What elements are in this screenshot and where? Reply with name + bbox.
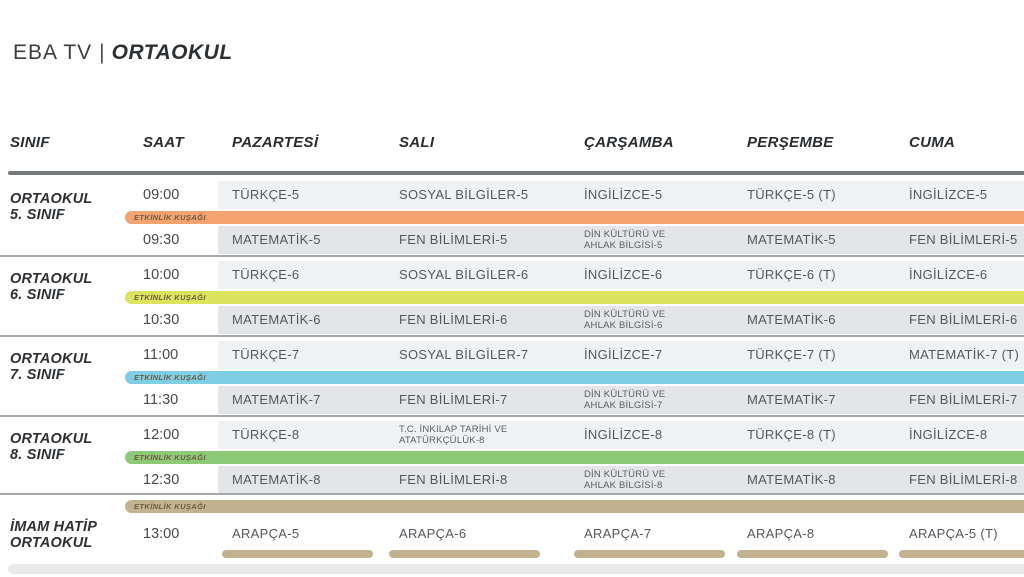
class-label: ORTAOKUL 7. SINIF (10, 351, 93, 383)
schedule-row (130, 386, 1024, 414)
class-group-grade8 (0, 415, 1024, 495)
class-label: ORTAOKUL 6. SINIF (10, 271, 93, 303)
subject-cell: TÜRKÇE-8 (218, 421, 385, 449)
subject-cell: ARAPÇA-5 (218, 519, 385, 549)
activity-band-label: ETKİNLİK KUŞAĞI (134, 453, 206, 462)
activity-band-label: ETKİNLİK KUŞAĞI (134, 373, 206, 382)
activity-band (125, 371, 1024, 384)
underline-bar (574, 550, 725, 558)
subject-cell: MATEMATİK-8 (733, 466, 895, 494)
subject-cell: ARAPÇA-7 (570, 519, 733, 549)
time-cell: 09:30 (130, 226, 218, 254)
schedule-row (130, 466, 1024, 494)
time-cell: 09:00 (130, 181, 218, 209)
header-monday: PAZARTESİ (232, 134, 319, 151)
underline-bar (899, 550, 1024, 558)
brand-text: EBA TV (13, 41, 93, 64)
subject-cell: TÜRKÇE-8 (T) (733, 421, 895, 449)
time-cell: 12:00 (130, 421, 218, 449)
underline-bar (389, 550, 540, 558)
subject-cell: FEN BİLİMLERİ-6 (895, 306, 1024, 334)
subject-cell: DİN KÜLTÜRÜ VE AHLAK BİLGİSİ-7 (570, 386, 733, 414)
subject-cell: DİN KÜLTÜRÜ VE AHLAK BİLGİSİ-8 (570, 466, 733, 494)
header-friday: CUMA (909, 134, 956, 151)
class-group-grade5 (0, 175, 1024, 255)
schedule-row (130, 261, 1024, 289)
header-thursday: PERŞEMBE (747, 134, 834, 151)
subject-cell: TÜRKÇE-7 (218, 341, 385, 369)
activity-band-label: ETKİNLİK KUŞAĞI (134, 293, 206, 302)
subject-cell: İNGİLİZCE-8 (570, 421, 733, 449)
underline-bar (222, 550, 373, 558)
time-cell: 10:30 (130, 306, 218, 334)
subject-cell: İNGİLİZCE-6 (895, 261, 1024, 289)
header-sinif: SINIF (10, 134, 50, 151)
activity-band-label: ETKİNLİK KUŞAĞI (134, 502, 206, 511)
subject-cell: DİN KÜLTÜRÜ VE AHLAK BİLGİSİ-6 (570, 306, 733, 334)
schedule-row (130, 421, 1024, 449)
subject-cell: FEN BİLİMLERİ-6 (385, 306, 570, 334)
subject-cell: FEN BİLİMLERİ-5 (385, 226, 570, 254)
bottom-bar (8, 564, 1024, 574)
class-label: ORTAOKUL 5. SINIF (10, 191, 93, 223)
page-title (13, 41, 233, 65)
subject-cell: SOSYAL BİLGİLER-6 (385, 261, 570, 289)
schedule-row (130, 341, 1024, 369)
header-saat: SAAT (143, 134, 184, 151)
subject-cell: MATEMATİK-5 (218, 226, 385, 254)
subject-cell: İNGİLİZCE-7 (570, 341, 733, 369)
class-group-grade6 (0, 255, 1024, 335)
subject-cell: TÜRKÇE-7 (T) (733, 341, 895, 369)
subject-cell: FEN BİLİMLERİ-8 (385, 466, 570, 494)
activity-band-label: ETKİNLİK KUŞAĞI (134, 213, 206, 222)
subject-cell: MATEMATİK-6 (218, 306, 385, 334)
subject-cell: TÜRKÇE-6 (T) (733, 261, 895, 289)
class-label: ORTAOKUL 8. SINIF (10, 431, 93, 463)
activity-band (125, 451, 1024, 464)
subject-cell: MATEMATİK-5 (733, 226, 895, 254)
time-cell: 10:00 (130, 261, 218, 289)
subject-cell: MATEMATİK-8 (218, 466, 385, 494)
activity-band (125, 500, 1024, 513)
subject-cell: İNGİLİZCE-5 (895, 181, 1024, 209)
subject-cell: ARAPÇA-8 (733, 519, 895, 549)
subject-cell: SOSYAL BİLGİLER-5 (385, 181, 570, 209)
title-separator: | (99, 41, 105, 64)
class-label: İMAM HATİP ORTAOKUL (10, 519, 98, 551)
subject-cell: TÜRKÇE-6 (218, 261, 385, 289)
schedule-row (130, 306, 1024, 334)
class-group-grade7 (0, 335, 1024, 415)
subject-cell: MATEMATİK-7 (218, 386, 385, 414)
subject-cell: İNGİLİZCE-5 (570, 181, 733, 209)
schedule-row (130, 226, 1024, 254)
subject-cell: FEN BİLİMLERİ-8 (895, 466, 1024, 494)
underline-bars (218, 550, 1024, 558)
schedule-row (130, 519, 1024, 549)
activity-band (125, 291, 1024, 304)
subject-cell: TÜRKÇE-5 (T) (733, 181, 895, 209)
subject-cell: FEN BİLİMLERİ-7 (895, 386, 1024, 414)
time-cell: 11:30 (130, 386, 218, 414)
time-cell: 12:30 (130, 466, 218, 494)
subject-cell: SOSYAL BİLGİLER-7 (385, 341, 570, 369)
header-wednesday: ÇARŞAMBA (584, 134, 674, 151)
time-cell: 13:00 (130, 519, 218, 549)
underline-bar (737, 550, 888, 558)
subject-cell: MATEMATİK-7 (T) (895, 341, 1024, 369)
table-header (0, 131, 1024, 155)
subject-cell: İNGİLİZCE-6 (570, 261, 733, 289)
subject-cell: ARAPÇA-6 (385, 519, 570, 549)
subject-cell: DİN KÜLTÜRÜ VE AHLAK BİLGİSİ-5 (570, 226, 733, 254)
section-text: ORTAOKUL (111, 41, 233, 64)
subject-cell: ARAPÇA-5 (T) (895, 519, 1024, 549)
activity-band (125, 211, 1024, 224)
schedule-row (130, 181, 1024, 209)
subject-cell: FEN BİLİMLERİ-7 (385, 386, 570, 414)
subject-cell: MATEMATİK-7 (733, 386, 895, 414)
subject-cell: İNGİLİZCE-8 (895, 421, 1024, 449)
subject-cell: MATEMATİK-6 (733, 306, 895, 334)
header-tuesday: SALI (399, 134, 435, 151)
time-cell: 11:00 (130, 341, 218, 369)
subject-cell: T.C. İNKILAP TARİHİ VE ATATÜRKÇÜLÜK-8 (385, 421, 570, 449)
subject-cell: FEN BİLİMLERİ-5 (895, 226, 1024, 254)
subject-cell: TÜRKÇE-5 (218, 181, 385, 209)
